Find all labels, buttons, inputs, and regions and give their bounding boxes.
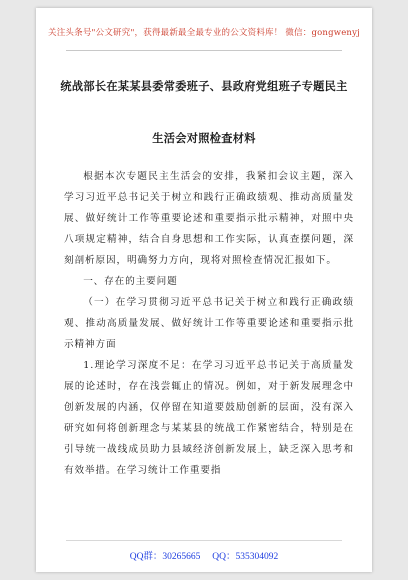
section-heading-problems: 一、存在的主要问题 — [83, 276, 178, 287]
body-paragraph-point-1: 1.理论学习深度不足：在学习习近平总书记关于高质量发展的论述时，存在浅尝辄止的情况。例如，对于新发展理念中创新发展的内涵，仅停留在知道要鼓励创新的层面，没有深入研究如何将创新理念与某某县的统战工作紧密结合，特别是在引导统一战线成员助力县域经济创新发展上，缺乏深入思考和有效举措。在学习统计工作重要指 — [64, 360, 354, 476]
header-note: 关注头条号"公文研究"，获得最新最全最专业的公文资料库！ 微信：gongwenyj — [48, 28, 360, 38]
header-divider — [66, 50, 342, 51]
body-paragraph-intro: 根据本次专题民主生活会的安排，我紧扣会议主题，深入学习习近平总书记关于树立和践行正确政绩观、推动高质量发展、做好统计工作等重要论述和重要指示批示精神，对照中央八项规定精神，结合自身思想和工作实际，认真查摆问题，深刻剖析原因，明确努力方向，现将对照检查情况汇报如下。 — [64, 171, 354, 266]
document-body — [64, 166, 354, 481]
document-page — [36, 8, 372, 572]
document-title-line2: 生活会对照检查材料 — [152, 131, 256, 145]
footer-contact: QQ群：30265665 QQ：535304092 — [129, 552, 279, 562]
footer-divider — [66, 540, 342, 541]
subsection-heading-1: （一）在学习贯彻习近平总书记关于树立和践行正确政绩观、推动高质量发展、做好统计工作等重要论述和重要指示批示精神方面 — [64, 297, 354, 350]
document-title-line1: 统战部长在某某县委常委班子、县政府党组班子专题民主 — [60, 79, 348, 93]
